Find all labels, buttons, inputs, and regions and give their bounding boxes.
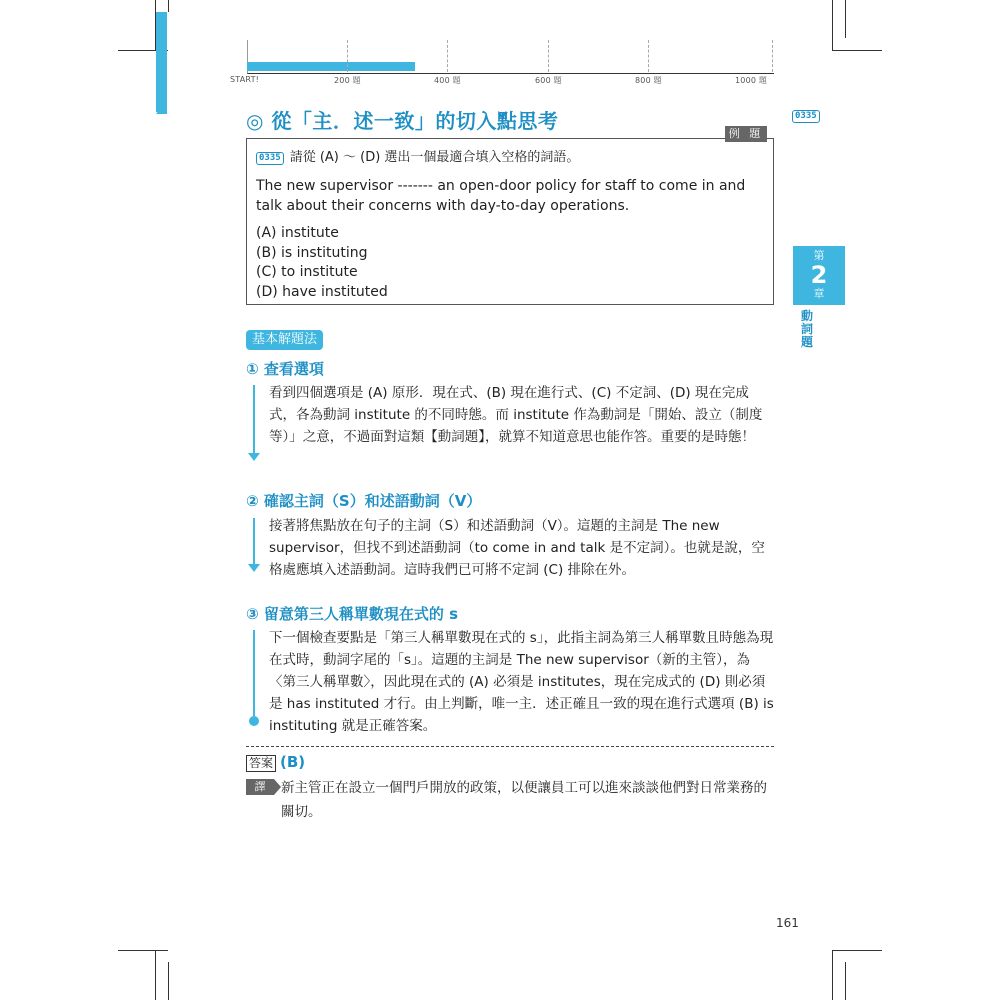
progress-tick [347, 40, 348, 72]
answer-value: (B) [280, 753, 306, 771]
page-edge-tab-tip [156, 100, 167, 114]
step-3-title: ③ 留意第三人稱單數現在式的 s [246, 605, 459, 623]
progress-label-start: START! [230, 75, 260, 84]
example-instruction-row [256, 146, 579, 165]
chapter-suffix: 章 [813, 287, 825, 300]
answer-row [246, 753, 305, 772]
step-2-arrow-head-icon [248, 564, 260, 572]
crop-mark [845, 0, 846, 38]
crop-mark [832, 950, 833, 1000]
question-number-badge: 0335 [792, 110, 820, 123]
step-1-title: ① 查看選項 [246, 360, 324, 378]
option-b: (B) is instituting [256, 244, 368, 261]
option-c: (C) to institute [256, 264, 358, 280]
step-3-line [253, 630, 255, 716]
step-1-arrow-head-icon [248, 453, 260, 461]
progress-tick [447, 40, 448, 72]
crop-mark [118, 950, 168, 951]
progress-label-200: 200 題 [334, 76, 361, 85]
section-title: ◎ 從「主．述一致」的切入點思考 [246, 109, 559, 133]
step-2-body: 接著將焦點放在句子的主詞（S）和述語動詞（V）。這題的主詞是 The new supervisor，但找不到述語動詞（to come in and talk 是不定詞）。也就是說，空格處應填入述語動詞。這時我們已可將不定詞 (C) 排除在外。 [269, 518, 765, 578]
chapter-name: 動詞題 [801, 309, 814, 349]
progress-tick [772, 40, 773, 72]
step-1-arrow-line [253, 385, 255, 455]
chapter-prefix: 第 [813, 249, 825, 262]
progress-fill [247, 62, 415, 71]
step-3-end-dot-icon [249, 716, 259, 726]
example-instruction: 請從 (A) ～ (D) 選出一個最適合填入空格的詞語。 [289, 150, 580, 165]
page-number: 161 [776, 916, 799, 930]
step-2-arrow-line [253, 518, 255, 566]
example-question-badge: 0335 [256, 152, 284, 165]
example-options [256, 224, 388, 302]
crop-mark [168, 0, 169, 12]
crop-mark [832, 50, 882, 51]
example-label: 例 題 [725, 126, 767, 142]
step-3-body: 下一個檢查要點是「第三人稱單數現在式的 s」，此指主詞為第三人稱單數且時態為現在式時，動詞字尾的「s」。這題的主詞是 The new supervisor（新的主管），為〈第三人稱單數〉，因此現在式的 (A) 必須是 institutes，現在完成式的 (D) 則必須是 has instituted 才行。由上判斷，唯一主．述正確且一致的現在進行式選項 (B) is instituting 就是正確答案。 [269, 630, 774, 734]
translation-text: 新主管正在設立一個門戶開放的政策，以便讓員工可以進來談談他們對日常業務的關切。 [281, 780, 767, 820]
progress-tick [648, 40, 649, 72]
example-sentence: The new supervisor ------- an open-door policy for staff to come in and talk about their concerns with day-to-day operations. [256, 178, 746, 214]
progress-label-800: 800 題 [635, 76, 662, 85]
answer-label: 答案 [246, 755, 276, 772]
method-label: 基本解題法 [246, 330, 323, 350]
chapter-tab [793, 246, 845, 305]
option-d: (D) have instituted [256, 283, 388, 300]
chapter-number: 2 [810, 261, 828, 289]
crop-mark [168, 962, 169, 1000]
page-edge-tab [156, 12, 167, 112]
crop-mark [832, 0, 833, 50]
dashed-divider [246, 746, 774, 747]
crop-mark [832, 950, 882, 951]
progress-tick [548, 40, 549, 72]
progress-label-400: 400 題 [434, 76, 461, 85]
option-a: (A) institute [256, 225, 339, 241]
step-1-body: 看到四個選項是 (A) 原形．現在式、(B) 現在進行式、(C) 不定詞、(D) 現在完成式，各為動詞 institute 的不同時態。而 institute 作為動詞是「開始、設立（制度等）」之意，不過面對這類【動詞題】，就算不知道意思也能作答。重要的是時態！ [269, 385, 763, 445]
step-2-title: ② 確認主詞（S）和述語動詞（V） [246, 492, 482, 510]
crop-mark [155, 950, 156, 1000]
progress-label-1000: 1000 題 [735, 76, 768, 85]
translation-label: 譯 [246, 779, 274, 795]
progress-label-600: 600 題 [535, 76, 562, 85]
crop-mark [845, 962, 846, 1000]
